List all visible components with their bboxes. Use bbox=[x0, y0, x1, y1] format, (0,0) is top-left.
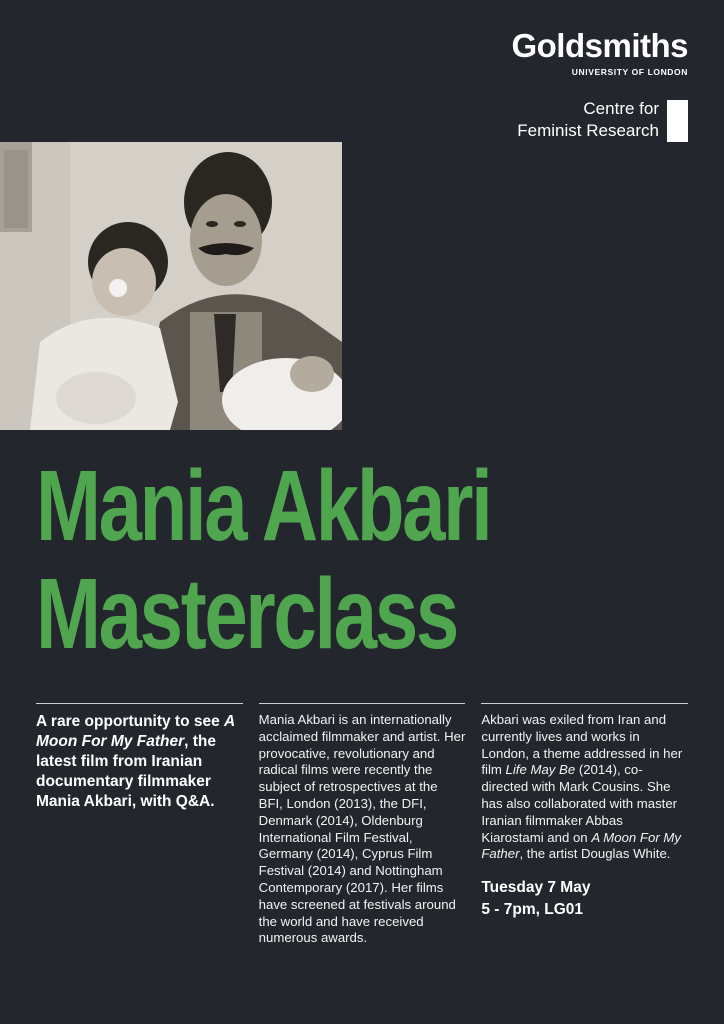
event-time-place: 5 - 7pm, LG01 bbox=[481, 901, 583, 919]
vintage-family-photo bbox=[0, 142, 342, 430]
centre-line-1: Centre for bbox=[583, 99, 659, 118]
intro-text-a: A rare opportunity to see bbox=[36, 713, 225, 730]
headline-line-2: Masterclass bbox=[36, 558, 457, 670]
event-date: Tuesday 7 May bbox=[481, 879, 591, 897]
event-datetime bbox=[481, 877, 688, 921]
centre-line-2: Feminist Research bbox=[517, 121, 659, 140]
intro-film-title: A Moon For My Father bbox=[36, 713, 235, 750]
photo-illustration bbox=[0, 142, 342, 430]
column-intro bbox=[36, 703, 243, 947]
exile-text-b: (2014), co-directed with Mark Cousins. She has also collaborated with master Iranian filmmaker Abbas Kiarostami and on bbox=[481, 762, 678, 845]
bio-text: Mania Akbari is an internationally acclaimed filmmaker and artist. Her provocative, revolutionary and radical films were recently the subject of retrospectives at the BFI, London (2013), the DFI, Denmark (2014), Oldenburg International Film Festival, Germany (2014), Cyprus Film Festival (2014) and Nottingham Contemporary (2017). Her films have screened at festivals around the world and have received numerous awards. bbox=[258, 712, 466, 946]
centre-feminist-research-logo bbox=[517, 98, 688, 142]
info-columns bbox=[36, 703, 688, 947]
headline-line-1: Mania Akbari bbox=[36, 450, 491, 562]
logo-name: Goldsmiths bbox=[511, 27, 688, 64]
exile-film-2: A Moon For My Father bbox=[481, 829, 681, 862]
exile-text bbox=[481, 712, 688, 863]
column-bio bbox=[259, 703, 466, 947]
exile-text-c: , the artist Douglas White. bbox=[519, 846, 671, 862]
exile-film-1: Life May Be bbox=[505, 762, 576, 778]
column-exile bbox=[481, 703, 688, 947]
intro-text-b: , the latest film from Iranian documentary filmmaker Mania Akbari, with Q&A. bbox=[36, 733, 216, 810]
centre-logo-block bbox=[667, 100, 688, 142]
logo-subtitle: UNIVERSITY OF LONDON bbox=[571, 67, 688, 77]
goldsmiths-logo bbox=[511, 28, 688, 77]
intro-text bbox=[36, 712, 243, 812]
exile-text-a: Akbari was exiled from Iran and currently lives and works in London, a theme addressed in her film bbox=[481, 712, 683, 778]
centre-name bbox=[517, 98, 659, 142]
event-headline bbox=[36, 452, 491, 668]
